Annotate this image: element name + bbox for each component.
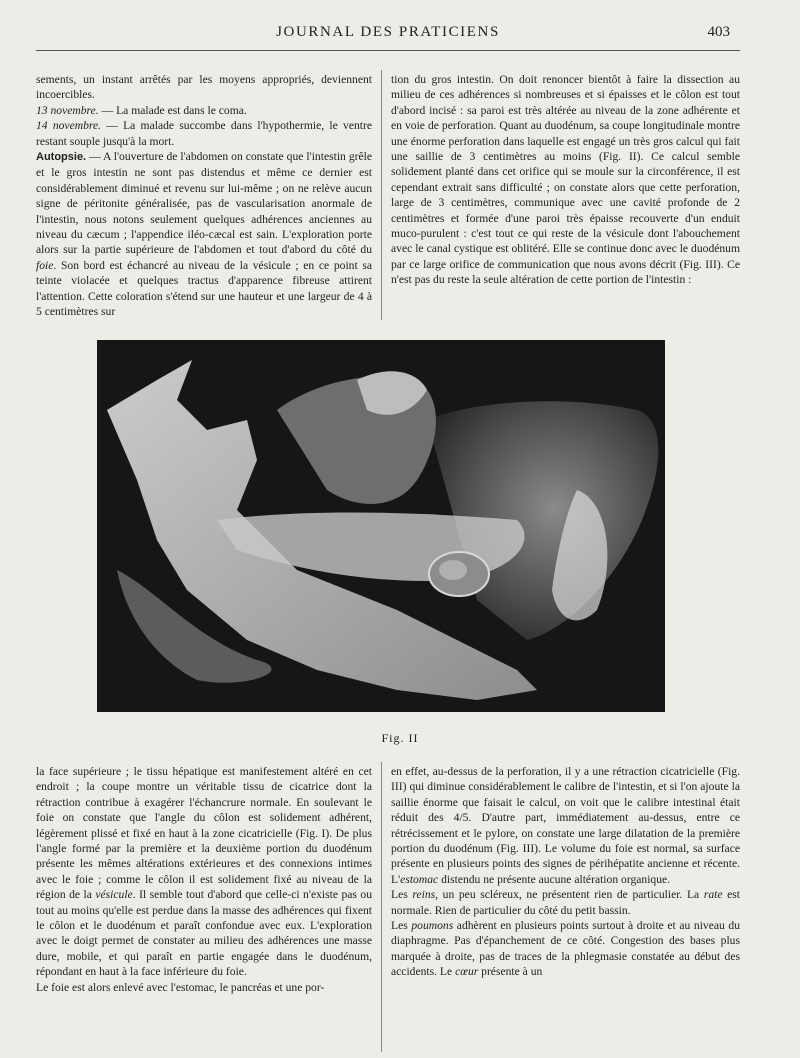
date-label: 14 novembre. [36,119,102,133]
italic-term: rate [703,888,723,902]
figure-caption: Fig. II [381,731,419,745]
italic-term: foie [36,258,54,272]
paragraph [36,103,372,118]
paragraph: sements, un instant arrêtés par les moyens appropriés, deviennent incoercibles. [36,73,372,102]
italic-term: poumons [411,919,454,933]
column-divider-bottom [381,762,382,1052]
paragraph-text: présente à un [478,965,543,979]
paragraph-text: en effet, au-dessus de la perforation, il y a une rétraction cicatricielle (Fig. III) qui diminue considérablement le calibre de l'intestin, et si l'on ajoute la saillie énorme que faisait le calcul, on voit que le calibre intestinal était réduit des 4/5. D'autre part, immédiatement au-dessus, entre ce rétrécissement et le pylore, on constate une large dilatation de la première portion du duodénum (Fig. III). Le volume du foie est normal, sa surface présente en plusieurs points des signes de périhépatite ancienne et récente. L' [391,765,740,886]
paragraph: Le foie est alors enlevé avec l'estomac, le pancréas et une por- [36,980,325,994]
paragraph-text: — La malade succombe dans l'hypothermie, le ventre restant souple jusqu'à la mort. [36,119,372,148]
paragraph-text: adhèrent en plusieurs points surtout à droite et au niveau du diaphragme. Pas d'épanchement de ce côté. Congestion des bases plus marquée à droite, pas de traces de la phlegmasie constatée au début des accidents. Le [391,919,740,979]
paragraph-text: . Son bord est échancré au niveau de la vésicule ; en ce point sa teinte violacée et quelques tractus d'apparence fibreuse attirent l'attention. Cette coloration s'étend sur une hauteur et une largeur de 4 à 5 centimètres sur [36,258,372,319]
paragraph-text: Les [391,919,412,933]
journal-title: JOURNAL DES PRATICIENS [276,24,500,40]
italic-term: estomac [400,872,439,886]
paragraph-text: . Il semble tout d'abord que celle-ci n'existe pas ou tout au moins qu'elle est perdue dans la masse des adhérences qui fixent le côlon et le duodénum et paraît confondue avec eux. L'exploration avec le doigt permet de constater au milieu des adhérences une masse dure, mobile, et qui paraît en partie engagée dans le duodénum, répondant en haut à la face inférieure du foie. [36,888,372,979]
italic-term: vésicule [95,888,133,902]
paragraph [391,764,740,887]
running-header [36,20,740,51]
paragraph-text: la face supérieure ; le tissu hépatique est manifestement altéré en cet endroit ; la coupe montre un véritable tissu de cicatrice dont la rétraction contribue à exagérer l'échancrure normale. En soulevant le foie on constate que l'angle du côlon est solidement adhérent, légèrement plissé et fixé en haut à la zone cicatricielle (Fig. I). De plus l'angle formé par la première et la deuxième portion du duodénum présente les mêmes altérations extérieures et des connexions intimes avec le foie ; comme le côlon il est solidement fixé au niveau de la région de la [36,765,372,902]
bottom-right-column [391,764,740,1054]
column-divider-top [381,70,382,320]
paragraph [391,918,740,980]
paragraph [391,887,740,918]
paragraph-text: distendu ne présente aucune altération organique. [438,872,671,886]
paragraph-text: , un peu scléreux, ne présentent rien de particulier. La [435,888,704,902]
section-label: Autopsie. [36,151,87,164]
paragraph: tion du gros intestin. On doit renoncer bientôt à faire la dissection au milieu de ces adhérences si nombreuses et si épaisses et le côlon est tout d'abord incisé : sa paroi est très altérée au niveau de la zone adhérente et en voie de perforation. Quant au duodénum, sa coupe longitudinale montre une énorme perforation dans laquelle est engagé un très gros calcul qui fait une saillie de 3 centimètres au moins (Fig. II). Ce calcul semble solidement planté dans cet orifice qui se moule sur la circonférence, il est cependant extrait sans difficulté ; on constate alors que cette perforation, large de 3 centimètres, communique avec une cavité profonde de 2 centimètres et formée d'une paroi très épaisse recouverte d'un enduit muco-purulent : c'est tout ce qui reste de la vésicule dont l'abouchement avec le canal cystique est oblitéré. Elle se continue donc avec le duodénum par ce large orifice de communication que nous avons décrit (Fig. III). Ce n'est pas du reste la seule altération de cette portion de l'intestin : [391,73,740,287]
paragraph [36,764,372,980]
top-right-column [391,72,740,322]
italic-term: cœur [455,965,479,979]
top-left-column [36,72,372,322]
date-label: 13 novembre. [36,103,99,117]
paragraph [36,118,372,149]
specimen-photo [97,340,665,712]
bottom-left-column [36,764,372,1054]
paragraph [36,149,372,319]
paragraph-text: Les [391,888,413,902]
paragraph-text: — La malade est dans le coma. [98,103,247,117]
figure-photograph [97,340,665,712]
paragraph-text: — A l'ouverture de l'abdomen on constate que l'intestin grêle et le gros intestin ne sont pas distendus et même ce dernier est considérablement diminué et revenu sur lui-même ; on ne relève aucun signe de péritonite généralisée, pas de vascularisation anormale de l'intestin, nous notons seulement quelques adhérences anciennes au niveau du cæcum ; l'appendice iléo-cæcal est sain. L'exploration porte alors sur la partie supérieure de l'abdomen et tout d'abord du côté du [36,150,372,257]
paragraph-text: est normale. Rien de particulier du côté du petit bassin. [391,888,740,917]
page-number: 403 [707,24,730,40]
italic-term: reins [412,888,436,902]
